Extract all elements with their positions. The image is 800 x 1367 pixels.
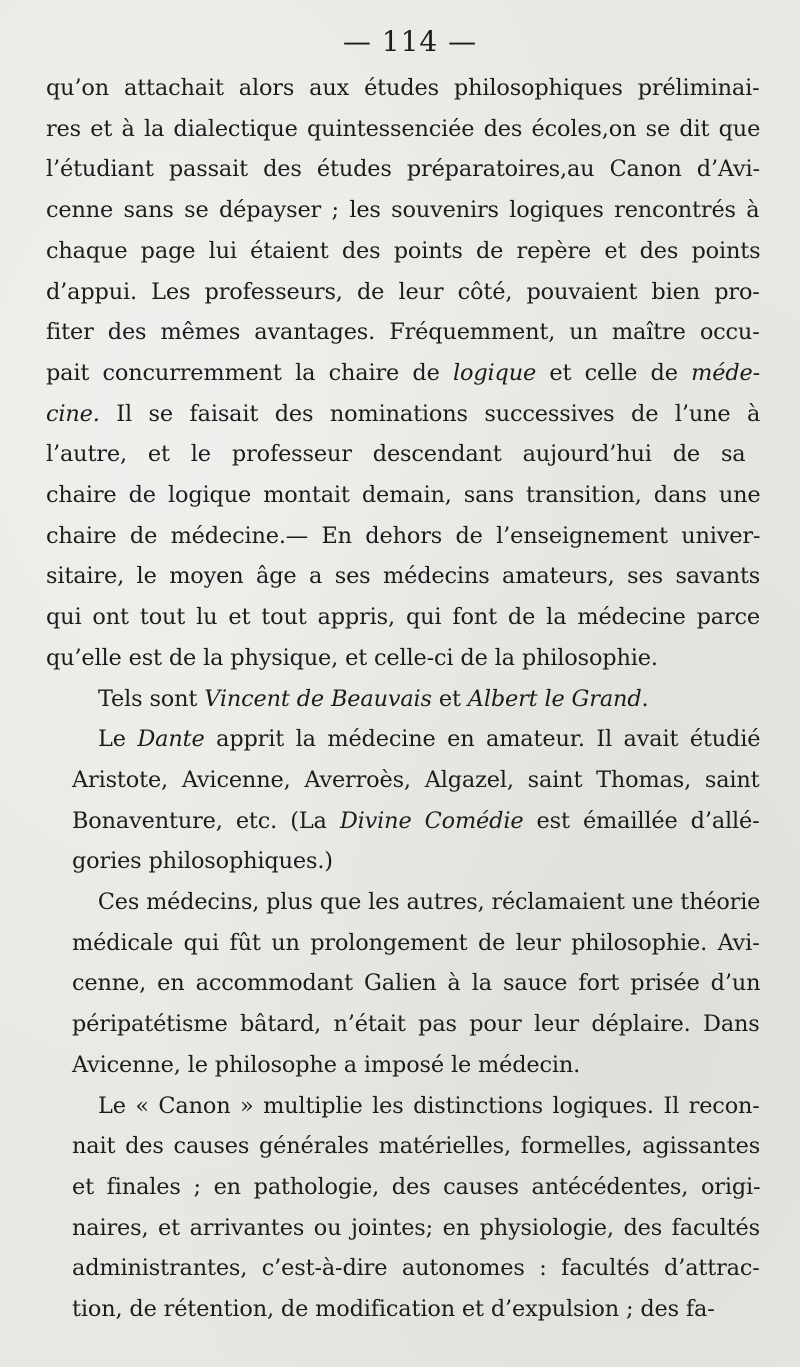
text-line: Bonaventure, etc. (La Divine Comédie est émaillée d’allé- [72, 807, 760, 834]
paragraph-4 [46, 882, 760, 1086]
text-line: fiter des mêmes avantages. Fréquemment, un maître occu- [46, 319, 760, 346]
text-line: cenne sans se dépayser ; les souvenirs logiques rencontrés à [46, 197, 760, 224]
paragraph-1 [46, 68, 760, 679]
text-line: chaire de logique montait demain, sans transition, dans une [46, 482, 761, 509]
text-line: médicale qui fût un prolongement de leur philosophie. Avi- [72, 929, 760, 956]
text-line: Le « Canon » multiplie les distinctions logiques. Il recon- [98, 1092, 760, 1119]
text-line: naires, et arrivantes ou jointes; en physiologie, des facultés [72, 1214, 760, 1241]
text-line: Ces médecins, plus que les autres, réclamaient une théorie [97, 889, 761, 916]
text-line: qu’elle est de la physique, et celle-ci de la philosophie. [46, 644, 658, 671]
text-line: pait concurremment la chaire de logique et celle de méde- [46, 359, 761, 386]
text-line: et finales ; en pathologie, des causes antécédentes, origi- [72, 1173, 761, 1200]
paragraph-3 [46, 719, 760, 882]
text-line: Le Dante apprit la médecine en amateur. Il avait étudié [98, 726, 761, 753]
text-line: chaire de médecine.— En dehors de l’enseignement univer- [46, 522, 761, 549]
paragraph-2 [46, 679, 760, 720]
page-number: — 114 — [342, 25, 478, 58]
text-line: tion, de rétention, de modification et d’expulsion ; des fa- [72, 1296, 715, 1323]
text-line: d’appui. Les professeurs, de leur côté, pouvaient bien pro- [46, 278, 760, 305]
text-line: péripatétisme bâtard, n’était pas pour leur déplaire. Dans [72, 1011, 760, 1038]
text-line: chaque page lui étaient des points de repère et des points [46, 237, 761, 264]
text-line: cine. Il se faisait des nominations successives de l’une à [46, 400, 761, 427]
text-line: sitaire, le moyen âge a ses médecins amateurs, ses savants [46, 563, 761, 590]
text-line: Aristote, Avicenne, Averroès, Algazel, saint Thomas, saint [72, 766, 760, 793]
text-line: qu’on attachait alors aux études philosophiques préliminai- [46, 75, 760, 101]
paragraph-5 [46, 1086, 760, 1330]
text-line: Avicenne, le philosophe a imposé le médecin. [72, 1051, 581, 1078]
body-text [46, 68, 760, 1330]
text-line: l’autre, et le professeur descendant aujourd’hui de sa [46, 441, 746, 468]
text-line: gories philosophiques.) [72, 848, 333, 875]
text-line: administrantes, c’est-à-dire autonomes : facultés d’attrac- [72, 1255, 760, 1282]
text-line: res et à la dialectique quintessenciée des écoles,on se dit que [46, 115, 761, 142]
text-line: cenne, en accommodant Galien à la sauce fort prisée d’un [72, 970, 761, 997]
text-line: l’étudiant passait des études préparatoires,au Canon d’Avi- [46, 156, 760, 183]
text-line: nait des causes générales matérielles, formelles, agissantes [72, 1133, 761, 1160]
text-line: qui ont tout lu et tout appris, qui font de la médecine parce [46, 604, 760, 631]
text-line: Tels sont Vincent de Beauvais et Albert le Grand. [98, 685, 649, 712]
